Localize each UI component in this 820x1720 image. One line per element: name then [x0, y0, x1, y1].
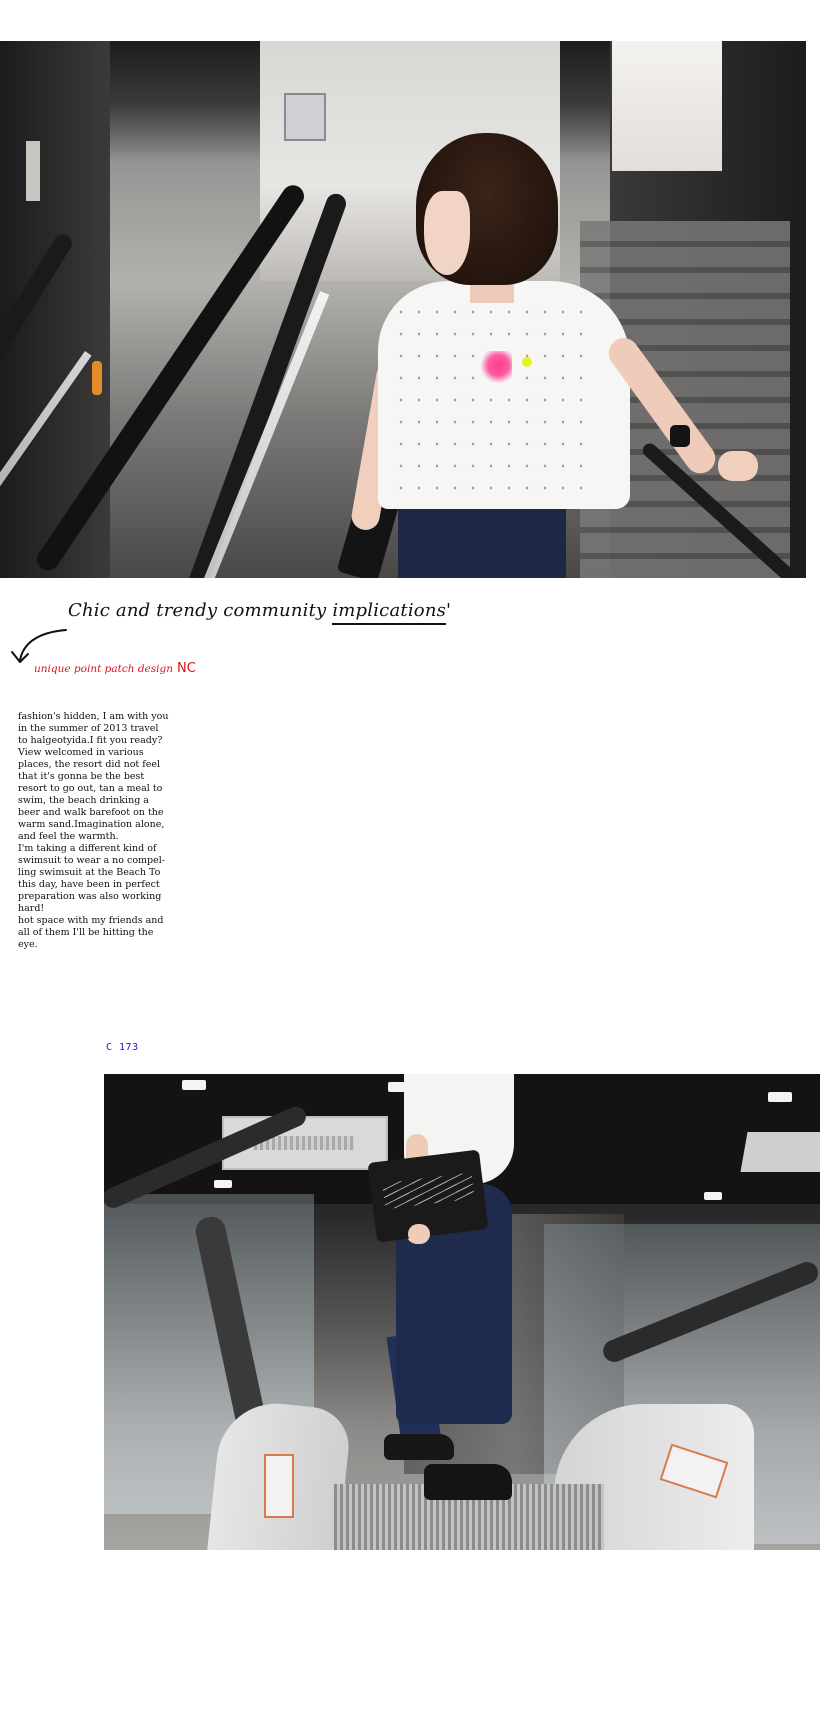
photo2-hand [408, 1224, 430, 1244]
photo-woman-escalator-top [0, 41, 806, 578]
photo1-banner [612, 41, 722, 171]
photo2-ceiling-light [768, 1092, 792, 1102]
headline-underlined-word: implications [332, 600, 446, 625]
photo2-ceiling-light [704, 1192, 722, 1200]
photo1-face [424, 191, 470, 275]
subline [34, 657, 196, 676]
photo1-hand [718, 451, 758, 481]
headline-text: Chic and trendy community [68, 600, 333, 621]
product-code-label: C 173 [106, 1042, 139, 1053]
body-text [18, 711, 170, 951]
subline-red-text: unique point patch design [34, 663, 173, 675]
photo2-clutch-lettering [382, 1173, 474, 1210]
photo2-air-conditioner [740, 1132, 820, 1172]
photo1-orange-light [92, 361, 102, 395]
headline-apostrophe: ' [446, 600, 452, 621]
photo2-ceiling-light [182, 1080, 206, 1090]
photo-woman-escalator-bottom [104, 1074, 820, 1550]
photo2-shoe [384, 1434, 454, 1460]
photo1-watch [670, 425, 690, 447]
photo1-jeans [398, 497, 566, 578]
photo1-shirt-pattern [392, 301, 592, 491]
photo1-necklace-bead [522, 357, 532, 367]
subline-nc: NC [177, 661, 196, 676]
photo2-warning-label [264, 1454, 294, 1518]
body-paragraph-3: hot space with my friends and all of them I'll be hitting the eye. [18, 915, 164, 950]
body-paragraph-1: fashion's hidden, I am with you in the summer of 2013 travel to halgeotyida.I fit you ready?View welcomed in various places, the resort did not feel that it's gonna be the best resort to go out, tan a meal to swim, the beach drinking a beer and walk barefoot on the warm sand.Imagination alone, and feel the warmth. [18, 711, 169, 842]
photo1-wall-sign [284, 93, 326, 141]
photo1-necklace [478, 351, 512, 387]
photo2-ceiling-light [214, 1180, 232, 1188]
photo1-wall-light [26, 141, 40, 201]
body-paragraph-2: I'm taking a different kind of swimsuit to wear a no compel-ling swimsuit at the Beach To this day, have been in perfect preparation was also working hard! [18, 843, 165, 914]
photo2-shoe [424, 1464, 512, 1500]
headline [68, 600, 451, 621]
